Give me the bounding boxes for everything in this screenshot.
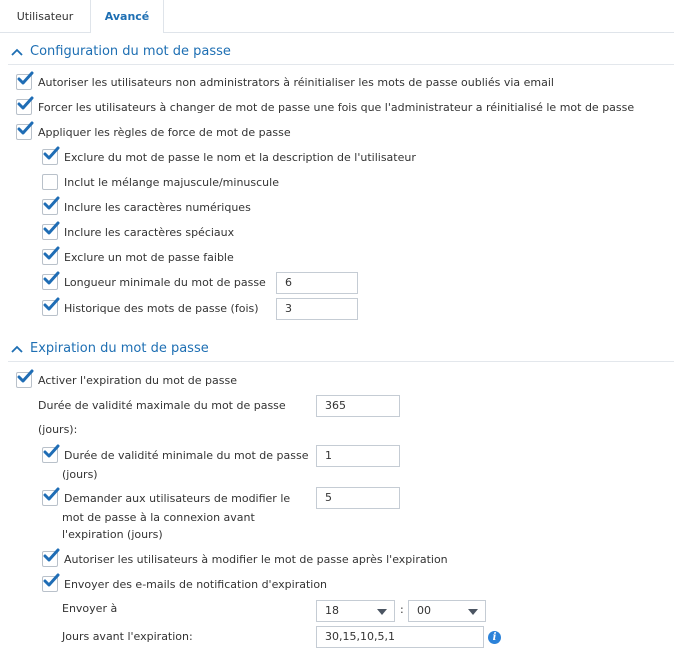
rule-mixed-case [42,172,279,192]
rule-label: Longueur minimale du mot de passe [64,275,266,289]
option-label: Autoriser les utilisateurs non administrators à réinitialiser les mots de passe oubliés via email [38,75,554,89]
min-validity-input[interactable]: 1 [316,445,400,467]
section-divider [8,361,674,362]
option-allow-reset-email [16,72,554,92]
send-at-label: Envoyer à [62,602,118,615]
checkbox[interactable] [16,74,32,90]
max-validity-input[interactable]: 365 [316,395,400,417]
checkbox[interactable] [42,490,58,506]
checkbox[interactable] [42,551,58,567]
option-min-validity [42,445,308,465]
option-force-change [16,97,634,117]
tab-utilisateur[interactable]: Utilisateur [16,10,74,23]
checkbox[interactable] [16,372,32,388]
send-hour-value: 18 [325,604,339,617]
rule-exclude-weak [42,247,234,267]
chevron-up-icon [10,342,24,356]
send-hour-select[interactable] [316,600,395,622]
checkbox[interactable] [42,300,58,316]
option-label: Envoyer des e-mails de notification d'expiration [64,577,328,591]
max-validity-label-line2: (jours): [38,423,78,436]
time-separator: : [400,603,404,616]
prompt-days-input[interactable]: 5 [316,487,400,509]
option-enable-expiration [16,370,237,390]
section-title: Configuration du mot de passe [30,44,231,59]
rule-label: Inclut le mélange majuscule/minuscule [64,175,279,189]
option-send-notification [42,574,327,594]
rule-min-length [42,272,266,292]
option-apply-strength-rules [16,122,291,142]
option-prompt-before-expiration [42,488,290,508]
option-allow-change-after-expiration [42,549,448,569]
checkbox[interactable] [16,99,32,115]
rule-label: Exclure un mot de passe faible [64,250,234,264]
max-validity-label-line1: Durée de validité maximale du mot de passe [38,399,286,412]
checkbox[interactable] [42,249,58,265]
section-header-expiration[interactable] [10,339,209,359]
checkbox[interactable] [42,199,58,215]
rule-label: Historique des mots de passe (fois) [64,301,259,315]
tab-bar [0,0,674,33]
option-label: Forcer les utilisateurs à changer de mot de passe une fois que l'administrateur a réinitialisé le mot de passe [38,100,635,114]
dropdown-arrow-icon [468,609,478,615]
days-before-label: Jours avant l'expiration: [62,630,193,643]
checkbox[interactable] [42,274,58,290]
tab-avance[interactable]: Avancé [90,0,164,33]
rule-label: Inclure les caractères spéciaux [64,225,235,239]
rule-label: Exclure du mot de passe le nom et la description de l'utilisateur [64,150,416,164]
min-length-input[interactable]: 6 [276,272,358,294]
checkbox[interactable] [42,576,58,592]
checkbox[interactable] [42,447,58,463]
option-label: Appliquer les règles de force de mot de passe [38,125,291,139]
send-minute-value: 00 [417,604,431,617]
rule-numeric [42,197,251,217]
chevron-up-icon [10,45,24,59]
option-label: Demander aux utilisateurs de modifier le [64,491,291,505]
dropdown-arrow-icon [377,609,387,615]
section-divider [8,64,674,65]
rule-label: Inclure les caractères numériques [64,200,251,214]
min-validity-label-line2: (jours) [62,468,98,481]
history-input[interactable]: 3 [276,298,358,320]
section-title: Expiration du mot de passe [30,341,209,356]
checkbox[interactable] [42,174,58,190]
rule-history [42,298,259,318]
prompt-label-line2: mot de passe à la connexion avant [62,511,255,524]
checkbox[interactable] [42,224,58,240]
option-label: Activer l'expiration du mot de passe [38,373,237,387]
info-icon[interactable]: i [488,631,501,644]
prompt-label-line3: l'expiration (jours) [62,528,163,541]
checkbox[interactable] [42,149,58,165]
checkbox[interactable] [16,124,32,140]
rule-special [42,222,234,242]
section-header-password-config[interactable] [10,42,231,62]
days-before-input[interactable]: 30,15,10,5,1 [316,626,484,648]
rule-exclude-username [42,147,416,167]
option-label: Durée de validité minimale du mot de passe [64,448,309,462]
send-minute-select[interactable] [408,600,486,622]
option-label: Autoriser les utilisateurs à modifier le mot de passe après l'expiration [64,552,448,566]
